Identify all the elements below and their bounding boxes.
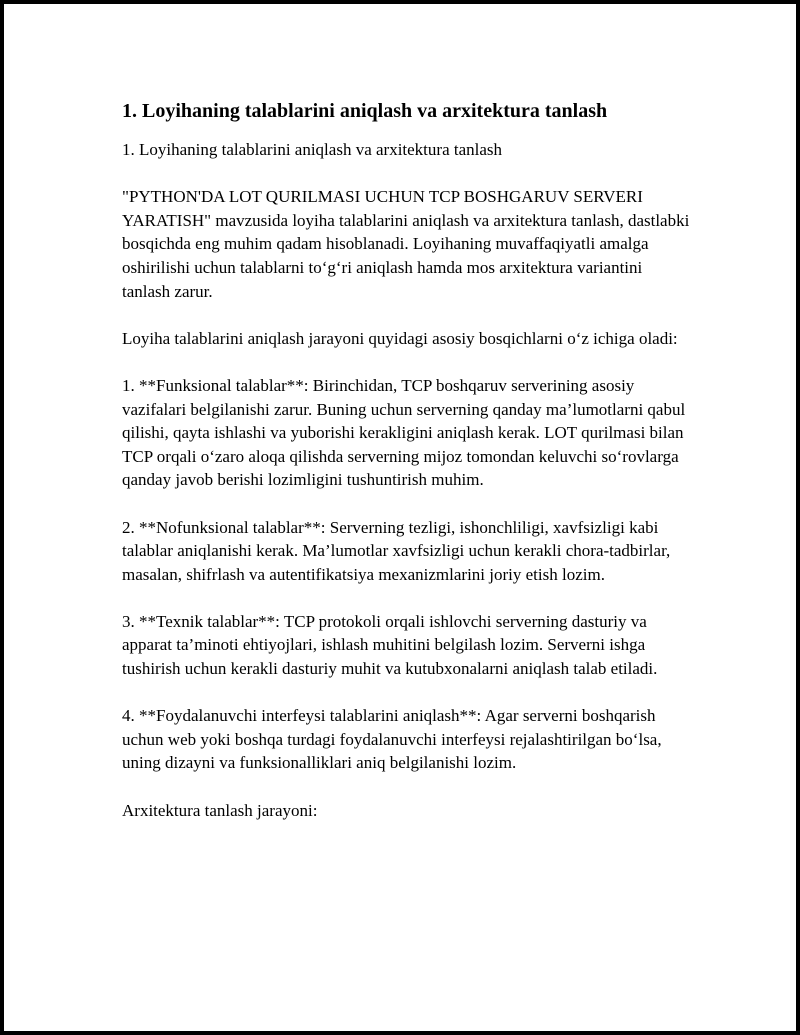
document-body [122,97,692,822]
document-title: 1. Loyihaning talablarini aniqlash va arxitektura tanlash [122,100,608,122]
paragraph-ui-requirements: 4. **Foydalanuvchi interfeysi talablarini aniqlash**: Agar serverni boshqarish uchun web yoki boshqa turdagi foydalanuvchi interfeysi rejalashtirilgan bo‘lsa, uning dizayni va funksionalliklari aniq belgilanishi lozim. [122,706,662,773]
document-subtitle: 1. Loyihaning talablarini aniqlash va arxitektura tanlash [122,140,503,159]
paragraph-stages-intro: Loyiha talablarini aniqlash jarayoni quyidagi asosiy bosqichlarni o‘z ichiga oladi: [122,328,678,348]
paragraph-architecture-heading: Arxitektura tanlash jarayoni: [122,800,318,820]
paragraph-technical-requirements: 3. **Texnik talablar**: TCP protokoli orqali ishlovchi serverning dasturiy va apparat ta’minoti ehtiyojlari, ishlash muhitini belgilash lozim. Serverni ishga tushirish uchun kerakli dasturiy muhit va kutubxonalarni aniqlash talab etiladi. [122,611,658,679]
paragraph-intro: "PYTHON'DA LOT QURILMASI UCHUN TCP BOSHGARUV SERVERI YARATISH" mavzusida loyiha talablarini aniqlash va arxitektura tanlash, dastlabki bosqichda eng muhim qadam hisoblanadi. Loyihaning muvaffaqiyatli amalga oshirilishi uchun talablarni to‘g‘ri aniqlash hamda mos arxitektura variantini tanlash zarur. [122,187,690,301]
paragraph-nonfunctional-requirements: 2. **Nofunksional talablar**: Serverning tezligi, ishonchliligi, xavfsizligi kabi talablar aniqlanishi kerak. Ma’lumotlar xavfsizligi uchun kerakli chora-tadbirlar, masalan, shifrlash va autentifikatsiya mexanizmlarini joriy etish lozim. [122,517,671,584]
paragraph-functional-requirements: 1. **Funksional talablar**: Birinchidan, TCP boshqaruv serverining asosiy vazifalari belgilanishi zarur. Buning uchun serverning qanday ma’lumotlarni qabul qilishi, qayta ishlashi va yuborishi kerakligini aniqlash kerak. LOT qurilmasi bilan TCP orqali o‘zaro aloqa qilishda serverning mijoz tomondan keluvchi so‘rovlarga qanday javob berishi lozimligini tushuntirish muhim. [122,375,686,490]
